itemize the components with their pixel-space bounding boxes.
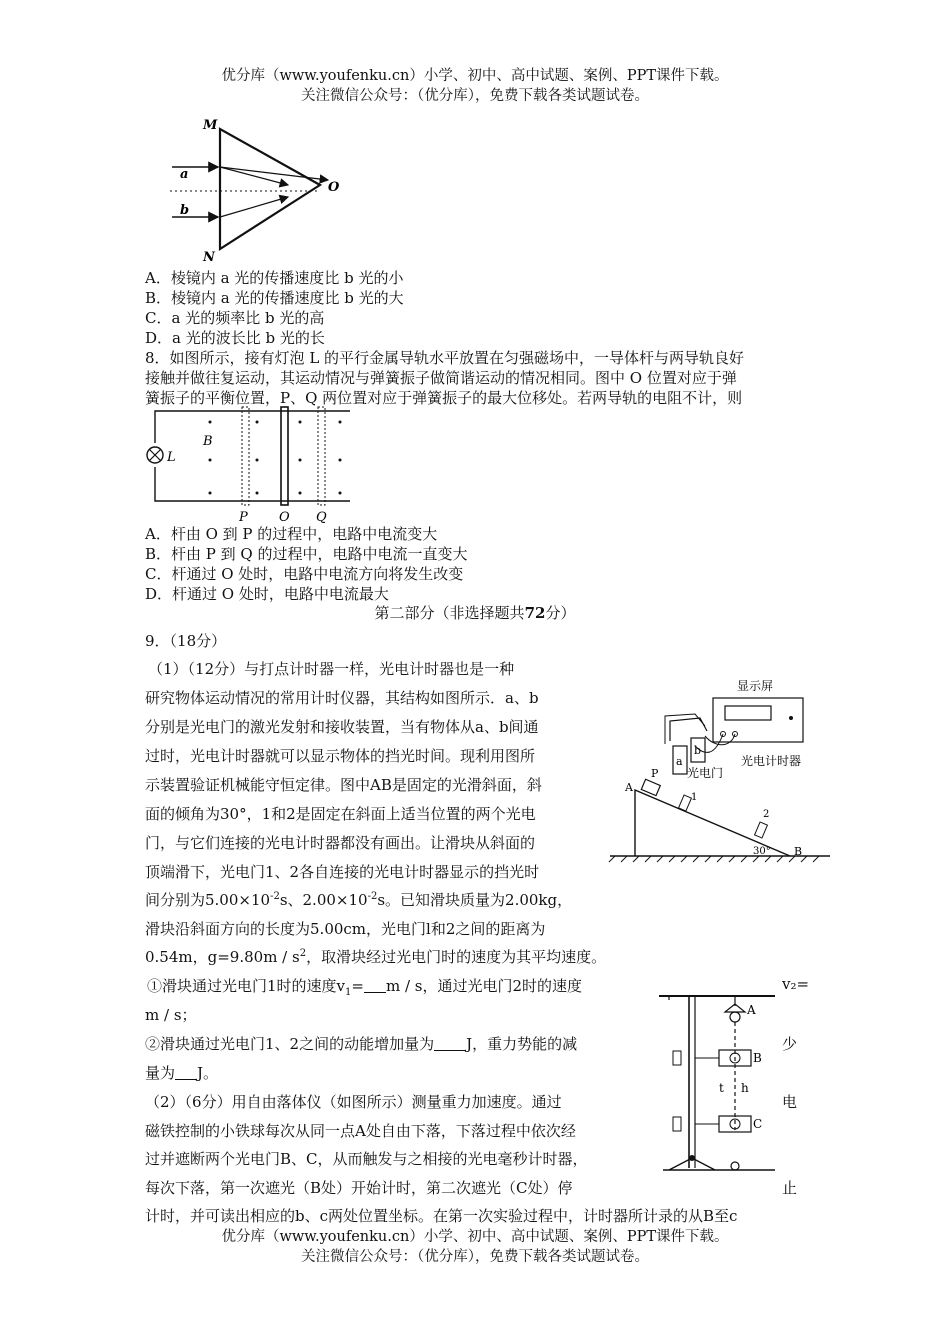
rail-figure: [145, 405, 360, 525]
sub1-c: m / s，通过光电门2时的速度: [385, 977, 583, 995]
q9-times-line: [145, 889, 572, 910]
q9-p2-line-1: （2）（6分）用自由落体仪（如图所示）测量重力加速度。通过: [145, 1093, 562, 1111]
ray-a-out: [220, 167, 328, 180]
q9-p2-line-4: 每次下落，第一次遮光（B处）开始计时，第二次遮光（C处）停: [145, 1179, 573, 1197]
label-1: 1: [691, 792, 698, 803]
times-suffix: s。已知滑块质量为2.00kg，: [377, 891, 573, 909]
q7-option-b: B．棱镜内 a 光的传播速度比 b 光的大: [145, 289, 404, 307]
q7-option-d: D．a 光的波长比 b 光的长: [145, 329, 325, 347]
label-h: h: [741, 1081, 749, 1095]
gate-label: 光电门: [687, 766, 724, 780]
prism-figure: [160, 115, 350, 265]
q9-p1-line-4: 过时，光电计时器就可以显示物体的挡光时间。现利用图所: [145, 747, 536, 765]
answer-blank-v1[interactable]: [364, 978, 386, 993]
q9-p1-line-8: 顶端滑下，光电门1、2各自连接的光电计时器显示的挡光时: [145, 863, 540, 881]
q8-stem-line-3: 簧振子的平衡位置，P、Q 两位置对应于弹簧振子的最大位移处。若两导轨的电阻不计，则: [145, 389, 743, 407]
sub2-b: J，重力势能的减: [466, 1035, 578, 1053]
position-q: [318, 407, 325, 505]
q8-option-a: A．杆由 O 到 P 的过程中，电路中电流变大: [145, 525, 438, 543]
q9-sub1: [147, 975, 582, 998]
q9-p2-line-2: 磁铁控制的小铁球每次从同一点A处自由下落，下落过程中依次经: [145, 1122, 576, 1140]
answer-blank-ek[interactable]: [434, 1036, 466, 1051]
screen-label: 显示屏: [737, 679, 774, 693]
rod-o: [281, 407, 288, 505]
q9-p1-line-5: 示装置验证机械能守恒定律。图中AB是固定的光滑斜面，斜: [145, 776, 542, 794]
q9-p1-line-1: （1）（12分）与打点计时器一样，光电计时器也是一种: [148, 660, 515, 678]
q9-sub2-right: 少: [782, 1035, 798, 1053]
sub1-sub: 1: [345, 987, 352, 998]
g-prefix: 0.54m，g=9.80m / s: [145, 948, 300, 966]
q9-p1-line-3: 分别是光电门的激光发射和接收装置，当有物体从a、b间通: [145, 718, 539, 736]
q8-option-c: C．杆通过 O 处时，电路中电流方向将发生改变: [145, 565, 464, 583]
q7-option-c: C．a 光的频率比 b 光的高: [145, 309, 325, 327]
label-o: O: [328, 180, 340, 195]
times-exp-2: -2: [367, 891, 378, 902]
label-incline-b: B: [794, 845, 803, 858]
sub2-cont-b: J。: [197, 1064, 219, 1082]
label-q: Q: [316, 510, 327, 525]
prism-triangle: [220, 129, 320, 249]
photogate-figure: [605, 676, 835, 866]
q9-sub1-cont: m / s；: [145, 1006, 197, 1024]
part2-score: 72: [524, 604, 546, 622]
gate-1: [679, 795, 692, 811]
q8-stem-line-2: 接触并做往复运动，其运动情况与弹簧振子做简谐运动的情况相同。图中 O 位置对应于弹: [145, 369, 737, 387]
q8-option-d: D．杆通过 O 处时，电路中电流最大: [145, 585, 389, 603]
q8-stem-line-1: 8．如图所示，接有灯泡 L 的平行金属导轨水平放置在匀强磁场中，一导体杆与两导轨良好: [145, 349, 745, 367]
header-line-2: 关注微信公众号：（优分库），免费下载各类试题试卷。: [301, 88, 649, 104]
label-2: 2: [763, 809, 770, 820]
footer-line-1: 优分库（www.youfenku.cn）小学、初中、高中试题、案例、PPT课件下载。: [221, 1229, 729, 1245]
ray-a-prism: [220, 167, 288, 185]
label-a: a: [180, 167, 189, 182]
q9-sub1-right: v₂=: [782, 975, 810, 993]
part2-suffix: 分）: [545, 604, 576, 622]
sub1-b: =: [351, 977, 364, 995]
part2-prefix: 第二部分（非选择题共: [374, 604, 525, 622]
angle-label: 30°: [753, 846, 771, 857]
iron-ball: [730, 1012, 740, 1022]
label-incline-a: A: [625, 781, 633, 794]
g-exp: 2: [299, 948, 307, 959]
ray-b-prism: [220, 197, 288, 217]
q9-p2-line-3: 过并遮断两个光电门B、C，从而触发与之相接的光电毫秒计时器，: [145, 1150, 588, 1168]
gate-b-label: b: [694, 744, 702, 757]
label-p: P: [239, 510, 248, 525]
answer-blank-ep[interactable]: [175, 1065, 197, 1080]
q9-sub2: [145, 1033, 577, 1054]
q9-sub2-cont: [145, 1062, 218, 1083]
position-p: [242, 407, 249, 505]
q9-p1-line-7: 门，与它们连接的光电计时器都没有画出。让滑块从斜面的: [145, 834, 536, 852]
gate-2: [755, 822, 768, 838]
sub2-a: ②滑块通过光电门1、2之间的动能增加量为: [145, 1035, 435, 1053]
q9-p1-line-2: 研究物体运动情况的常用计时仪器，其结构如图所示．a、b: [145, 689, 539, 707]
freefall-figure: [655, 990, 780, 1180]
times-prefix: 间分别为5.00×10: [145, 891, 271, 909]
label-field-b: B: [203, 434, 213, 449]
ground-hatch: [609, 856, 819, 862]
label-o: O: [279, 510, 290, 525]
field-dots: [209, 421, 342, 495]
label-l: L: [167, 450, 176, 465]
times-exp-1: -2: [270, 891, 280, 902]
label-b: b: [180, 203, 190, 218]
label-n: N: [203, 250, 215, 265]
q9-length-line: 滑块沿斜面方向的长度为5.00cm，光电门l和2之间的距离为: [145, 920, 546, 938]
sub2-cont-a: 量为: [145, 1064, 176, 1082]
header-line-1: 优分库（www.youfenku.cn）小学、初中、高中试题、案例、PPT课件下载。: [221, 68, 729, 84]
q9-g-line: [145, 946, 606, 967]
sub1-a: ①滑块通过光电门1时的速度v: [147, 977, 346, 995]
label-b: B: [753, 1051, 762, 1065]
label-a: A: [747, 1003, 756, 1017]
display-screen: [725, 706, 771, 720]
q9-p2-line-5: 计时，并可读出相应的b、c两处位置坐标。在第一次实验过程中，计时器所计录的从B至c: [145, 1207, 738, 1225]
g-suffix: ，取滑块经过光电门时的速度为其平均速度。: [306, 948, 607, 966]
label-t: t: [719, 1081, 724, 1095]
label-p: P: [651, 767, 659, 780]
timer-label: 光电计时器: [741, 754, 802, 768]
times-mid: s、2.00×10: [279, 891, 368, 909]
q9-p1-line-6: 面的倾角为30°，1和2是固定在斜面上适当位置的两个光电: [145, 805, 536, 823]
q8-option-b: B．杆由 P 到 Q 的过程中，电路中电流一直变大: [145, 545, 468, 563]
footer-line-2: 关注微信公众号：（优分库），免费下载各类试题试卷。: [301, 1249, 649, 1265]
label-m: M: [203, 118, 218, 133]
q9-p2-line-1-right: 电: [782, 1093, 798, 1111]
q9-p2-line-4-right: 止: [782, 1179, 798, 1197]
q9-title: 9．（18分）: [145, 632, 227, 650]
q7-option-a: A．棱镜内 a 光的传播速度比 b 光的小: [145, 269, 404, 287]
part2-heading: [0, 602, 950, 623]
label-c: C: [753, 1117, 763, 1131]
gate-a-label: a: [676, 755, 683, 768]
